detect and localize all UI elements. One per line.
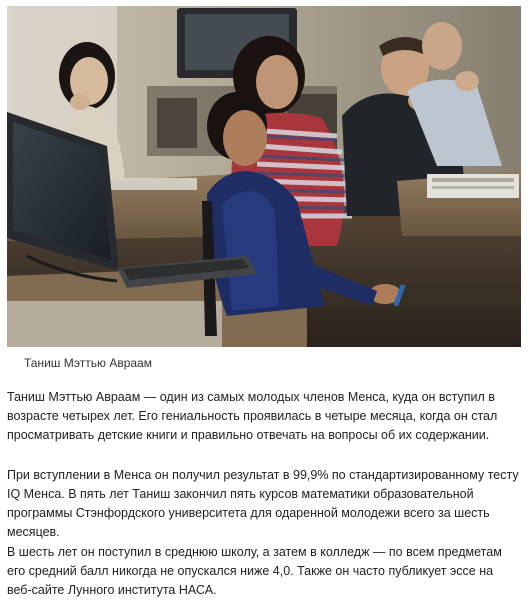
article-photo <box>7 6 521 347</box>
classroom-illustration <box>7 6 521 347</box>
photo-caption: Таниш Мэттью Авраам <box>24 356 152 370</box>
paragraph-2: При вступлении в Менса он получил результат в 99,9% по стандартизированному тесту IQ Менса. В пять лет Таниш закончил пять курсов математики образовательной программы Стэнфордского университета для одаренной молодежи всего за шесть месяцев. <box>7 468 519 539</box>
paragraph-3: В шесть лет он поступил в среднюю школу, а затем в колледж — по всем предметам его средний балл никогда не опускался ниже 4,0. Также он часто публикует эссе на веб-сайте Лунного института НАСА. <box>7 545 502 597</box>
paragraph-1: Таниш Мэттью Авраам — один из самых молодых членов Менса, куда он вступил в возрасте четырех лет. Его гениальность проявилась в четыре месяца, когда он стал просматривать детские книги и правильно отвечать на вопросы об их содержании. <box>7 390 498 442</box>
